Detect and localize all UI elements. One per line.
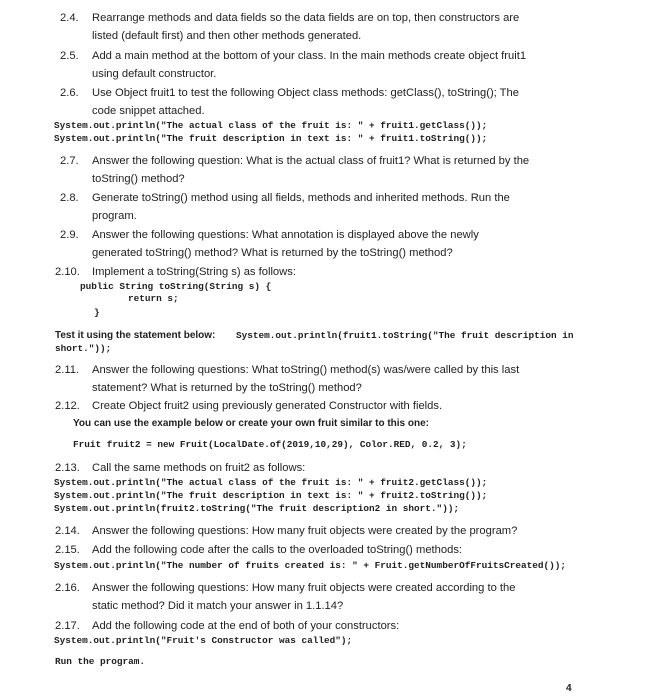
- item-number: 2.17.: [55, 620, 80, 632]
- code-line: return s;: [128, 293, 179, 304]
- item-text: toString() method?: [92, 173, 185, 185]
- item-text: Add the following code after the calls to the overloaded toString() methods:: [92, 544, 463, 556]
- page-number: 4: [566, 683, 572, 694]
- item-number: 2.14.: [55, 525, 80, 537]
- item-text: generated toString() method? What is returned by the toString() method?: [92, 247, 453, 259]
- code-line: System.out.println(fruit1.toString("The fruit description in: [236, 330, 574, 341]
- test-label: Test it using the statement below:: [55, 330, 216, 341]
- item-text: using default constructor.: [92, 68, 217, 80]
- item-text: statement? What is returned by the toString() method?: [92, 382, 362, 394]
- example-note: You can use the example below or create your own fruit similar to this one:: [73, 418, 430, 429]
- item-text: Create Object fruit2 using previously generated Constructor with fields.: [92, 400, 443, 412]
- item-text: Answer the following questions: What toString() method(s) was/were called by this last: [92, 364, 520, 376]
- item-number: 2.11.: [55, 364, 80, 376]
- code-line: Fruit fruit2 = new Fruit(LocalDate.of(2019,10,29), Color.RED, 0.2, 3);: [73, 439, 467, 450]
- item-text: program.: [92, 210, 137, 222]
- code-line: System.out.println("The actual class of the fruit is: " + fruit2.getClass());: [54, 477, 488, 488]
- item-number: 2.8.: [60, 192, 79, 204]
- item-text: Rearrange methods and data fields so the data fields are on top, then constructors are: [92, 12, 520, 24]
- item-text: listed (default first) and then other methods generated.: [92, 30, 362, 42]
- code-line: System.out.println("The fruit description in text is: " + fruit1.toString());: [54, 133, 488, 144]
- run-instruction: Run the program.: [55, 656, 146, 667]
- code-line: System.out.println("Fruit's Constructor was called");: [54, 635, 353, 646]
- item-number: 2.15.: [55, 544, 80, 556]
- item-text: code snippet attached.: [92, 105, 205, 117]
- item-text: Add the following code at the end of both of your constructors:: [92, 620, 400, 632]
- item-text: static method? Did it match your answer in 1.1.14?: [92, 600, 344, 612]
- item-number: 2.13.: [55, 462, 80, 474]
- item-text: Answer the following questions: What annotation is displayed above the newly: [92, 229, 479, 241]
- item-text: Generate toString() method using all fields, methods and inherited methods. Run the: [92, 192, 510, 204]
- item-number: 2.16.: [55, 582, 80, 594]
- item-text: Answer the following questions: How many fruit objects were created by the program?: [92, 525, 518, 537]
- item-number: 2.7.: [60, 155, 79, 167]
- code-line: System.out.println("The actual class of the fruit is: " + fruit1.getClass());: [54, 120, 488, 131]
- item-number: 2.12.: [55, 400, 80, 412]
- code-line: }: [94, 307, 100, 318]
- item-number: 2.6.: [60, 87, 79, 99]
- code-line: short."));: [55, 343, 112, 354]
- item-text: Add a main method at the bottom of your class. In the main methods create object fruit1: [92, 50, 527, 62]
- item-text: Use Object fruit1 to test the following Object class methods: getClass(), toString(); The: [92, 87, 519, 99]
- item-number: 2.4.: [60, 12, 79, 24]
- code-line: System.out.println(fruit2.toString("The fruit description2 in short."));: [54, 503, 460, 514]
- code-line: System.out.println("The number of fruits created is: " + Fruit.getNumberOfFruitsCreated());: [54, 560, 566, 571]
- item-number: 2.9.: [60, 229, 79, 241]
- code-line: System.out.println("The fruit description in text is: " + fruit2.toString());: [54, 490, 488, 501]
- item-text: Call the same methods on fruit2 as follows:: [92, 462, 306, 474]
- item-number: 2.5.: [60, 50, 79, 62]
- item-text: Answer the following questions: How many fruit objects were created according to the: [92, 582, 516, 594]
- item-text: Implement a toString(String s) as follows:: [92, 266, 296, 278]
- item-text: Answer the following question: What is the actual class of fruit1? What is returned by the: [92, 155, 530, 167]
- code-line: public String toString(String s) {: [80, 281, 272, 292]
- item-number: 2.10.: [55, 266, 80, 278]
